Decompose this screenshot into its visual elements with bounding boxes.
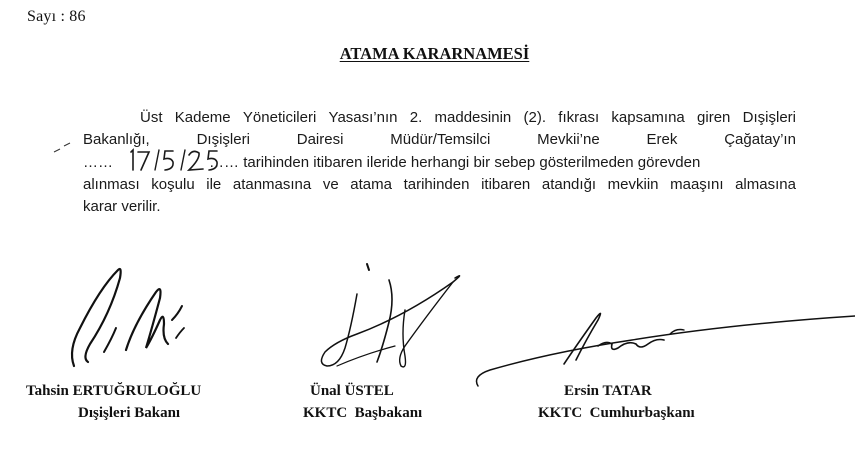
- body-word: (2).: [523, 109, 547, 126]
- body-word: sebep: [494, 153, 536, 171]
- body-word: ileride: [366, 153, 407, 171]
- body-word: tarihinden: [243, 153, 310, 171]
- body-word: Müdür/Temsilci: [390, 131, 491, 149]
- body-word: ……: [83, 153, 113, 171]
- body-line-5: [83, 196, 796, 218]
- body-word: Yasası’nın: [328, 109, 398, 126]
- body-word: itibaren: [313, 153, 363, 171]
- body-word: Bakanlığı,: [83, 131, 150, 149]
- body-word: Üst: [140, 109, 163, 126]
- body-word: Yöneticileri: [242, 109, 317, 126]
- body-word: görevden: [637, 153, 701, 171]
- signature-president: [472, 300, 855, 400]
- body-word: kapsamına: [611, 109, 685, 126]
- body-word: alınması: [83, 175, 140, 193]
- body-line-4: [83, 174, 796, 196]
- body-word: atama: [350, 175, 392, 193]
- body-word: Dışişleri: [742, 109, 796, 126]
- body-word: karar verilir.: [83, 198, 161, 216]
- body-word: giren: [697, 109, 731, 126]
- body-word: 2.: [409, 109, 423, 126]
- signature-foreign-minister: [60, 258, 200, 378]
- signatory-1-role: Dışişleri Bakanı: [78, 405, 181, 421]
- body-word: atandığı: [541, 175, 597, 193]
- body-word: Erek: [646, 131, 678, 149]
- document-number: Sayı : 86: [27, 8, 86, 25]
- handwritten-date: [123, 146, 233, 176]
- body-word: mevkiin: [607, 175, 659, 193]
- body-word: ve: [322, 175, 339, 193]
- body-word: ……: [209, 153, 239, 171]
- signatory-1-name: Tahsin ERTUĞRULOĞLU: [26, 383, 202, 399]
- body-word: Mevkii’ne: [537, 131, 600, 149]
- body-word: herhangi: [410, 153, 470, 171]
- body-word: koşulu: [151, 175, 195, 193]
- body-word: almasına: [735, 175, 796, 193]
- body-word: Çağatay’ın: [724, 131, 796, 149]
- margin-pen-mark: [52, 140, 72, 154]
- body-word: itibaren: [481, 175, 531, 193]
- body-word: Kademe: [174, 109, 231, 126]
- signatory-3-name: Ersin TATAR: [564, 383, 652, 399]
- signatory-2-role: KKTC Başbakanı: [303, 405, 423, 421]
- body-word: fıkrası: [558, 109, 600, 126]
- body-word: tarihinden: [403, 175, 470, 193]
- body-word: gösterilmeden: [539, 153, 634, 171]
- body-word: atanmasına: [232, 175, 312, 193]
- body-word: bir: [473, 153, 491, 171]
- document-title: ATAMA KARARNAMESİ: [339, 44, 530, 63]
- signatory-3-role: KKTC Cumhurbaşkanı: [538, 405, 695, 421]
- body-word: Dışişleri: [196, 131, 250, 149]
- body-word: Dairesi: [296, 131, 344, 149]
- body-line-1: [83, 107, 796, 129]
- signatory-2-name: Ünal ÜSTEL: [310, 383, 394, 399]
- body-word: maddesinin: [434, 109, 512, 126]
- body-word: ile: [206, 175, 222, 193]
- body-word: maaşını: [670, 175, 724, 193]
- signature-prime-minister: [305, 238, 475, 383]
